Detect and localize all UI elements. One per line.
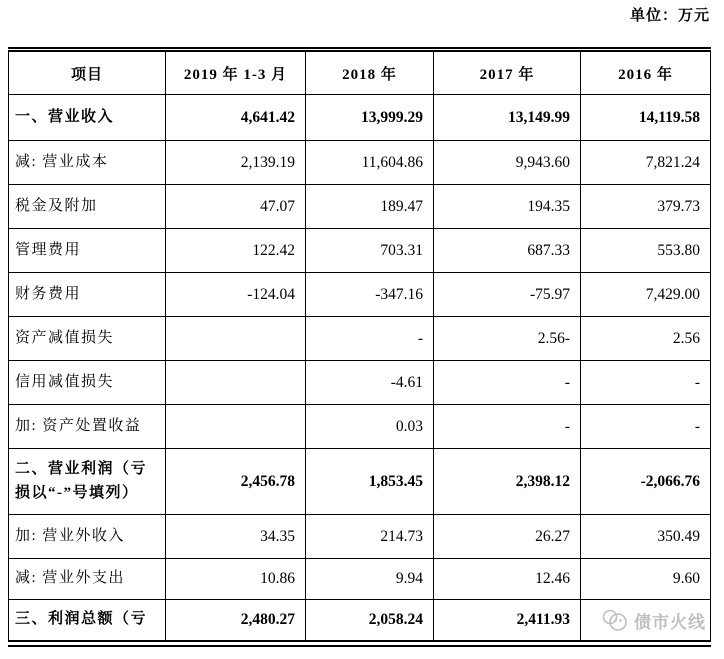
table-row xyxy=(9,449,711,515)
value-cell: 703.31 xyxy=(306,229,434,273)
value-cell: 26.27 xyxy=(434,515,581,559)
value-cell: 11,604.86 xyxy=(306,141,434,185)
row-label: 税金及附加 xyxy=(9,185,166,229)
value-cell: 2,058.24 xyxy=(306,600,434,644)
value-cell: -2,066.76 xyxy=(581,449,711,515)
value-cell: 2,411.93 xyxy=(434,600,581,644)
value-cell: 9.60 xyxy=(581,559,711,600)
value-cell: 7,821.24 xyxy=(581,141,711,185)
column-header-2019q1: 2019 年 1-3 月 xyxy=(166,50,306,95)
row-label: 财务费用 xyxy=(9,273,166,317)
value-cell: 2,456.78 xyxy=(166,449,306,515)
income-statement-table xyxy=(8,47,711,647)
value-cell: 10.86 xyxy=(166,559,306,600)
table-row xyxy=(9,95,711,141)
value-cell: 13,999.29 xyxy=(306,95,434,141)
value-cell: 7,429.00 xyxy=(581,273,711,317)
value-cell: 2.56 xyxy=(581,317,711,361)
row-label: 管理费用 xyxy=(9,229,166,273)
value-cell: 189.47 xyxy=(306,185,434,229)
unit-label: 单位：万元 xyxy=(629,8,710,24)
value-cell: 4,641.42 xyxy=(166,95,306,141)
value-cell: -75.97 xyxy=(434,273,581,317)
row-label: 一、营业收入 xyxy=(9,95,166,141)
table-row xyxy=(9,559,711,600)
table-body xyxy=(9,95,711,644)
value-cell: - xyxy=(581,405,711,449)
value-cell: 122.42 xyxy=(166,229,306,273)
value-cell: 2,139.19 xyxy=(166,141,306,185)
value-cell: -124.04 xyxy=(166,273,306,317)
row-label: 减: 营业外支出 xyxy=(9,559,166,600)
value-cell: -347.16 xyxy=(306,273,434,317)
value-cell: 9,943.60 xyxy=(434,141,581,185)
table-row xyxy=(9,317,711,361)
value-cell xyxy=(581,600,711,644)
value-cell: 34.35 xyxy=(166,515,306,559)
value-cell: 214.73 xyxy=(306,515,434,559)
value-cell: 12.46 xyxy=(434,559,581,600)
value-cell: 553.80 xyxy=(581,229,711,273)
header-row xyxy=(9,50,711,95)
row-label: 减: 营业成本 xyxy=(9,141,166,185)
value-cell: - xyxy=(581,361,711,405)
value-cell: - xyxy=(434,405,581,449)
column-header-2016: 2016 年 xyxy=(581,50,711,95)
value-cell: 14,119.58 xyxy=(581,95,711,141)
column-header-2018: 2018 年 xyxy=(306,50,434,95)
column-header-item: 项目 xyxy=(9,50,166,95)
brand-logo-icon xyxy=(601,608,629,632)
table-row xyxy=(9,405,711,449)
value-cell: 47.07 xyxy=(166,185,306,229)
value-cell: 1,853.45 xyxy=(306,449,434,515)
row-label: 加: 资产处置收益 xyxy=(9,405,166,449)
row-label: 二、营业利润（亏损以“-”号填列） xyxy=(9,449,166,515)
watermark-text: 债市火线 xyxy=(634,612,706,632)
value-cell: 2.56- xyxy=(434,317,581,361)
value-cell xyxy=(166,361,306,405)
value-cell: 350.49 xyxy=(581,515,711,559)
value-cell: - xyxy=(434,361,581,405)
table-row xyxy=(9,515,711,559)
row-label: 加: 营业外收入 xyxy=(9,515,166,559)
value-cell: 687.33 xyxy=(434,229,581,273)
table-row xyxy=(9,273,711,317)
value-cell xyxy=(166,317,306,361)
value-cell: 2,398.12 xyxy=(434,449,581,515)
value-cell: 13,149.99 xyxy=(434,95,581,141)
value-cell: 379.73 xyxy=(581,185,711,229)
watermark xyxy=(581,600,706,640)
row-label: 三、利润总额（亏 xyxy=(9,600,166,644)
table-row xyxy=(9,229,711,273)
table-row xyxy=(9,361,711,405)
value-cell: -4.61 xyxy=(306,361,434,405)
value-cell xyxy=(166,405,306,449)
table-row xyxy=(9,185,711,229)
value-cell: 0.03 xyxy=(306,405,434,449)
table-row xyxy=(9,600,711,644)
value-cell: 2,480.27 xyxy=(166,600,306,644)
value-cell: - xyxy=(306,317,434,361)
row-label: 资产减值损失 xyxy=(9,317,166,361)
value-cell: 194.35 xyxy=(434,185,581,229)
column-header-2017: 2017 年 xyxy=(434,50,581,95)
row-label: 信用减值损失 xyxy=(9,361,166,405)
table-row xyxy=(9,141,711,185)
value-cell: 9.94 xyxy=(306,559,434,600)
